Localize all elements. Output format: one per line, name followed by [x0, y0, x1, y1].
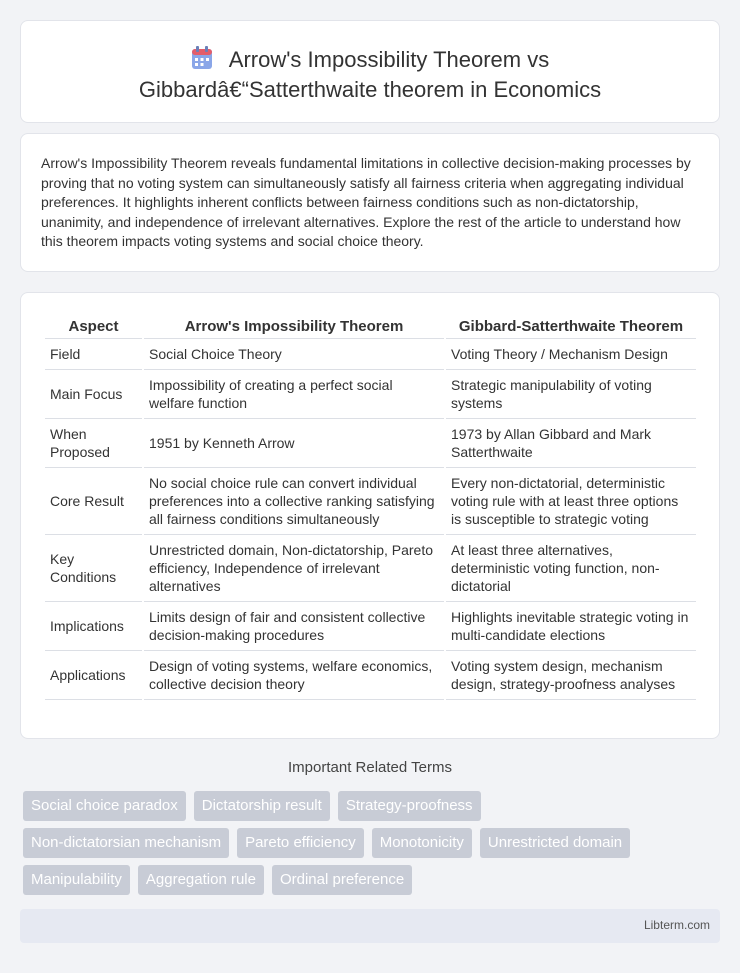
tag-row — [23, 791, 713, 821]
related-terms-title: Important Related Terms — [288, 759, 452, 776]
row-gibbard: Strategic manipulability of voting systems — [446, 370, 696, 419]
table-row — [45, 468, 696, 535]
row-aspect: Field — [45, 339, 142, 370]
title-line-1: Arrow's Impossibility Theorem vs — [228, 47, 550, 72]
table-row — [45, 339, 696, 370]
title-card — [20, 20, 720, 123]
row-aspect: Main Focus — [45, 370, 142, 419]
row-gibbard: 1973 by Allan Gibbard and Mark Satterthwaite — [446, 419, 696, 468]
comparison-card — [20, 292, 720, 739]
tag-row — [23, 828, 713, 858]
row-aspect: Implications — [45, 602, 142, 651]
header-gibbard: Gibbard-Satterthwaite Theorem — [446, 315, 696, 339]
row-arrow: Unrestricted domain, Non-dictatorship, Pareto efficiency, Independence of irrelevant alternatives — [144, 535, 444, 602]
row-aspect: Applications — [45, 651, 142, 700]
calendar-icon — [191, 46, 213, 70]
table-row — [45, 370, 696, 419]
footer-site-link[interactable]: Libterm.com — [643, 918, 710, 932]
term-tag[interactable]: Ordinal preference — [272, 865, 412, 895]
term-tag[interactable]: Monotonicity — [372, 828, 472, 858]
intro-paragraph: Arrow's Impossibility Theorem reveals fundamental limitations in collective decision-making processes by proving that no voting system can simultaneously satisfy all fairness criteria when aggregating individual preferences. It highlights inherent conflicts between fairness conditions such as non-dictatorship, unanimity, and independence of irrelevant alternatives. Explore the rest of the article to understand how this theorem impacts voting systems and social choice theory. — [41, 155, 691, 249]
term-tag[interactable]: Dictatorship result — [194, 791, 330, 821]
row-gibbard: Every non-dictatorial, deterministic voting rule with at least three options is susceptible to strategic voting — [446, 468, 696, 535]
row-aspect: Key Conditions — [45, 535, 142, 602]
row-arrow: Limits design of fair and consistent collective decision-making procedures — [144, 602, 444, 651]
row-arrow: No social choice rule can convert individual preferences into a collective ranking satisfying all fairness conditions simultaneously — [144, 468, 444, 535]
row-gibbard: Voting system design, mechanism design, strategy-proofness analyses — [446, 651, 696, 700]
table-row — [45, 651, 696, 700]
page-title — [21, 45, 719, 105]
row-gibbard: Voting Theory / Mechanism Design — [446, 339, 696, 370]
row-arrow: Social Choice Theory — [144, 339, 444, 370]
intro-card — [20, 133, 720, 272]
term-tag[interactable]: Pareto efficiency — [237, 828, 364, 858]
title-line-2: Gibbardâ€“Satterthwaite theorem in Economics — [138, 77, 602, 102]
row-arrow: 1951 by Kenneth Arrow — [144, 419, 444, 468]
row-gibbard: Highlights inevitable strategic voting in multi-candidate elections — [446, 602, 696, 651]
footer — [20, 909, 720, 943]
term-tag[interactable]: Non-dictatorsian mechanism — [23, 828, 229, 858]
comparison-table — [43, 315, 698, 700]
row-arrow: Impossibility of creating a perfect social welfare function — [144, 370, 444, 419]
term-tag[interactable]: Manipulability — [23, 865, 130, 895]
table-row — [45, 535, 696, 602]
tag-row — [23, 865, 713, 895]
header-aspect: Aspect — [45, 315, 142, 339]
row-aspect: Core Result — [45, 468, 142, 535]
term-tag[interactable]: Unrestricted domain — [480, 828, 630, 858]
row-arrow: Design of voting systems, welfare economics, collective decision theory — [144, 651, 444, 700]
term-tag[interactable]: Social choice paradox — [23, 791, 186, 821]
row-gibbard: At least three alternatives, deterministic voting function, non-dictatorial — [446, 535, 696, 602]
related-terms — [23, 791, 713, 902]
table-row — [45, 419, 696, 468]
row-aspect: When Proposed — [45, 419, 142, 468]
term-tag[interactable]: Strategy-proofness — [338, 791, 481, 821]
term-tag[interactable]: Aggregation rule — [138, 865, 264, 895]
header-arrow: Arrow's Impossibility Theorem — [144, 315, 444, 339]
table-row — [45, 602, 696, 651]
table-header-row — [45, 315, 696, 339]
